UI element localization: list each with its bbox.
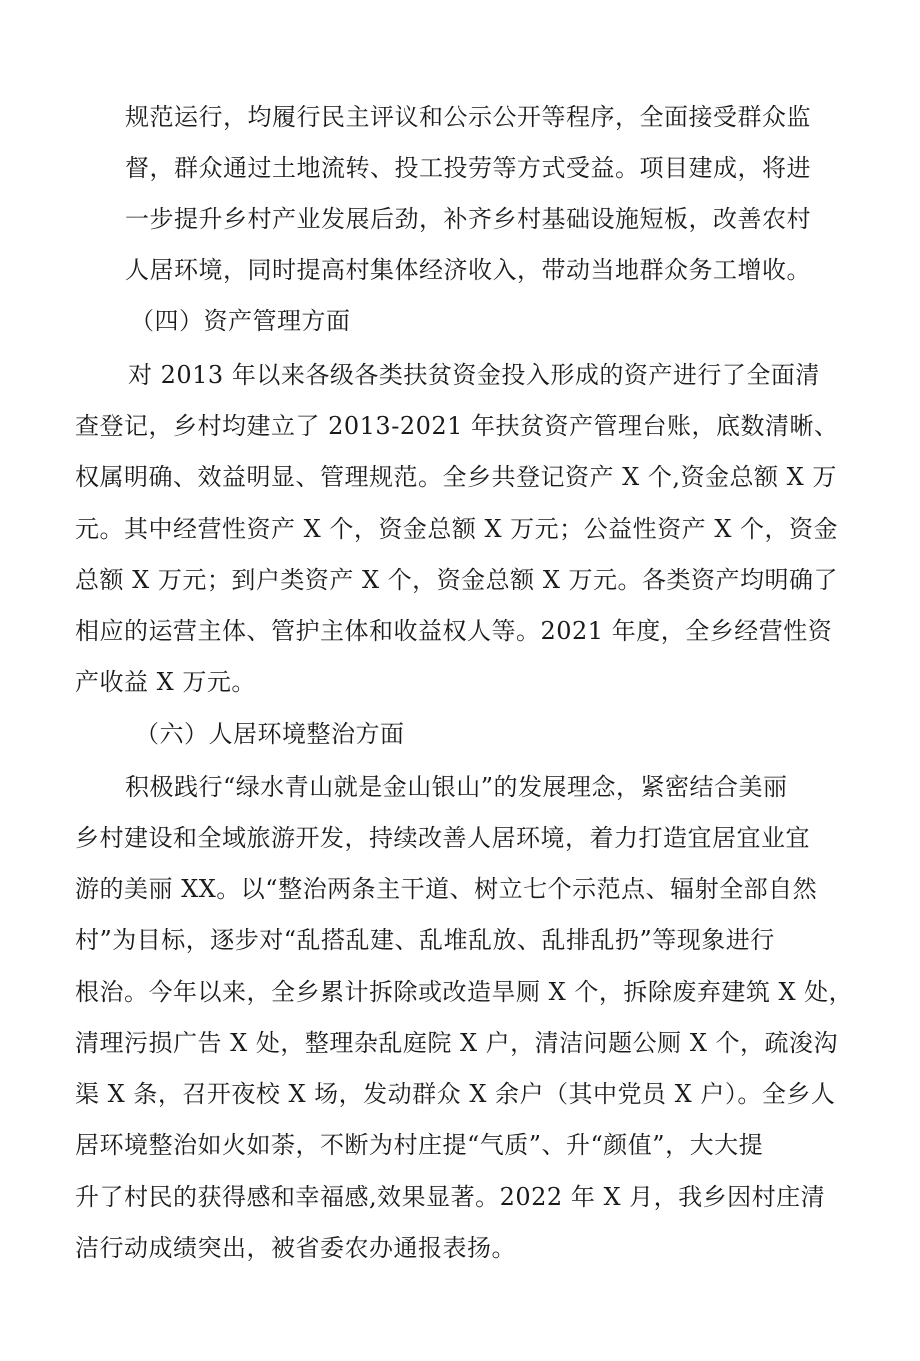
text-line: 乡村建设和全域旅游开发，持续改善人居环境，着力打造宜居宜业宜 — [75, 824, 810, 852]
text-line: 规范运行，均履行民主评议和公示公开等程序，全面接受群众监 — [125, 103, 811, 131]
section-heading: （六）人居环境整治方面 — [135, 720, 405, 748]
text-line: 村”为目标，逐步对“乱搭乱建、乱堆乱放、乱排乱扔”等现象进行 — [75, 926, 775, 954]
text-line: 查登记，乡村均建立了 2013-2021 年扶贫资产管理台账，底数清晰、 — [75, 412, 839, 440]
section-heading: （四）资产管理方面 — [130, 307, 351, 335]
text-line: 督，群众通过土地流转、投工投劳等方式受益。项目建成，将进 — [125, 154, 811, 182]
text-line: 根治。今年以来，全乡累计拆除或改造旱厕 X 个，拆除废弃建筑 X 处， — [75, 978, 854, 1006]
text-line: 对 2013 年以来各级各类扶贫资金投入形成的资产进行了全面清 — [128, 361, 820, 389]
text-line: 人居环境，同时提高村集体经济收入，带动当地群众务工增收。 — [125, 256, 811, 284]
text-line: 权属明确、效益明显、管理规范。全乡共登记资产 X 个,资金总额 X 万 — [75, 463, 837, 491]
text-line: 渠 X 条，召开夜校 X 场，发动群众 X 余户（其中党员 X 户）。全乡人 — [75, 1080, 836, 1108]
text-line: 相应的运营主体、管护主体和收益权人等。2021 年度，全乡经营性资 — [75, 617, 833, 645]
text-line: 元。其中经营性资产 X 个，资金总额 X 万元；公益性资产 X 个，资金 — [75, 515, 839, 543]
text-line: 升了村民的获得感和幸福感,效果显著。2022 年 X 月，我乡因村庄清 — [75, 1183, 826, 1211]
text-line: 游的美丽 XX。以“整治两条主干道、树立七个示范点、辐射全部自然 — [75, 875, 818, 903]
text-line: 居环境整治如火如荼，不断为村庄提“气质”、升“颜值”，大大提 — [75, 1131, 764, 1159]
text-line: 产收益 X 万元。 — [75, 668, 256, 696]
text-line: 积极践行“绿水青山就是金山银山”的发展理念，紧密结合美丽 — [125, 773, 788, 801]
text-line: 一步提升乡村产业发展后劲，补齐乡村基础设施短板，改善农村 — [125, 205, 811, 233]
text-line: 洁行动成绩突出，被省委农办通报表扬。 — [75, 1234, 516, 1262]
text-line: 清理污损广告 X 处，整理杂乱庭院 X 户，清洁问题公厕 X 个，疏浚沟 — [75, 1029, 839, 1057]
text-line: 总额 X 万元；到户类资产 X 个，资金总额 X 万元。各类资产均明确了 — [75, 566, 839, 594]
